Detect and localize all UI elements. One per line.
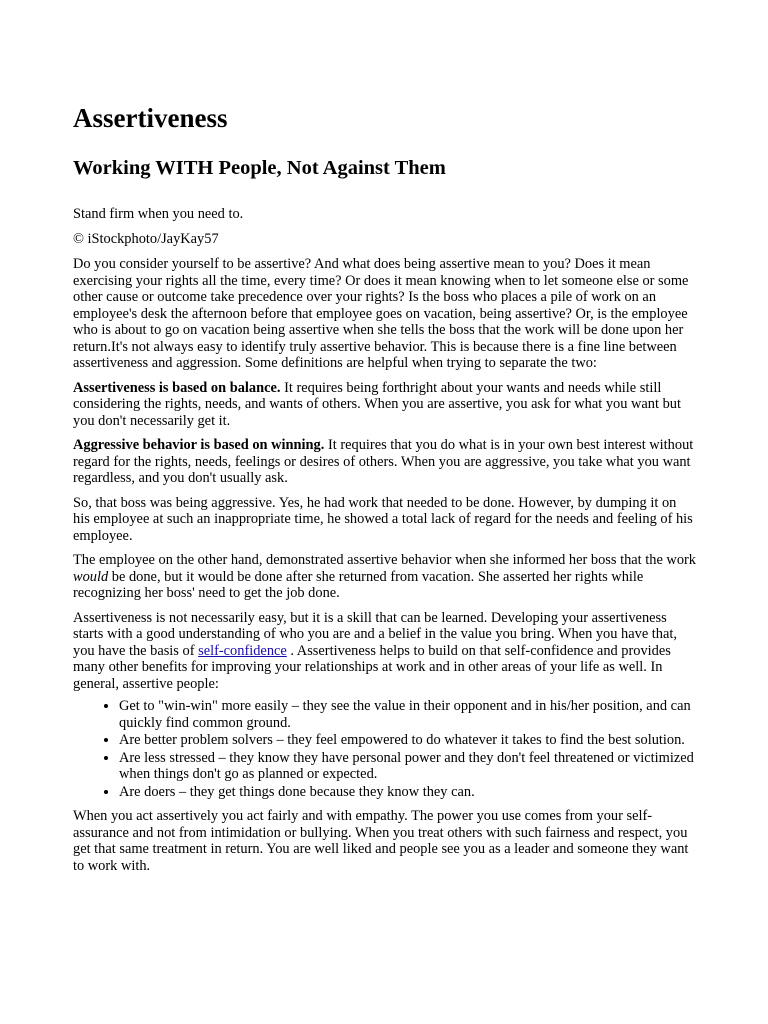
aggressive-lead: Aggressive behavior is based on winning. — [73, 437, 325, 453]
page-title: Assertiveness — [73, 103, 228, 133]
page-subtitle: Working WITH People, Not Against Them — [73, 157, 446, 179]
assertiveness-lead: Assertiveness is based on balance. — [73, 379, 281, 396]
article — [73, 100, 696, 874]
aggressive-definition — [73, 437, 696, 487]
employee-text-pre: The employee on the other hand, demonstrated assertive behavior when she informed her boss that the work — [73, 552, 697, 568]
self-confidence-link[interactable]: self-confidence — [198, 642, 287, 659]
employee-text-post: be done, but it would be done after she returned from vacation. She asserted her rights while recognizing her boss' need to get the job done. — [73, 568, 644, 601]
assertiveness-definition — [73, 380, 696, 430]
employee-emphasis: would — [73, 568, 109, 585]
skill-text-post: . Assertiveness helps to build on that self-confidence and provides many other benefits for improving your relationships at work and in other areas of your life as well. In general, assertive people: — [73, 642, 671, 692]
image-credit: © iStockphoto/JayKay57 — [73, 230, 219, 247]
benefits-list — [73, 698, 696, 800]
boss-paragraph: So, that boss was being aggressive. Yes, he had work that needed to be done. However, by dumping it on his employee at such an inappropriate time, he showed a total lack of regard for the needs and feeling of his employee. — [73, 494, 693, 544]
aggressive-text: It requires that you do what is in your own best interest without regard for the rights, needs, feelings or desires of others. When you are aggressive, you take what you want regardless, and you don't usually ask. — [73, 437, 694, 486]
list-item: • Get to "win-win" more easily – they see the value in their opponent and in his/her position, and can quickly find common ground. — [119, 698, 696, 731]
list-item: • Are doers – they get things done because they know they can. — [119, 784, 696, 801]
skill-text-pre: Assertiveness is not necessarily easy, but it is a skill that can be learned. Developing your assertiveness starts with a good understanding of who you are and a belief in the value you bring. When you have that, you have the basis of — [73, 609, 677, 659]
assertiveness-text: It requires being forthright about your wants and needs while still considering the rights, needs, and wants of others. When you are assertive, you ask for what you want but you don't necessarily get it. — [73, 379, 681, 429]
intro-paragraph: Do you consider yourself to be assertive? And what does being assertive mean to you? Does it mean exercising your rights all the time, every time? Or does it mean knowing when to let someone else or some other cause or outcome take precedence over your rights? Is the boss who places a pile of work on an employee's desk the afternoon before that employee goes on vacation, being assertive? Or, is the employee who is about to go on vacation being assertive when she tells the boss that the work will be done upon her return.It's not always easy to identify truly assertive behavior. This is because there is a fine line between assertiveness and aggression. Some definitions are helpful when trying to separate the two: — [73, 256, 689, 371]
closing-paragraph: When you act assertively you act fairly and with empathy. The power you use comes from your self-assurance and not from intimidation or bullying. When you treat others with such fairness and respect, you get that same treatment in return. You are well liked and people see you as a leader and someone they want to work with. — [73, 808, 689, 874]
image-caption: Stand firm when you need to. — [73, 206, 244, 222]
list-item: • Are less stressed – they know they have personal power and they don't feel threatened or victimized when things don't go as planned or expected. — [119, 750, 696, 783]
list-item: • Are better problem solvers – they feel empowered to do whatever it takes to find the best solution. — [119, 732, 696, 749]
employee-paragraph — [73, 552, 696, 602]
skill-paragraph — [73, 610, 696, 693]
